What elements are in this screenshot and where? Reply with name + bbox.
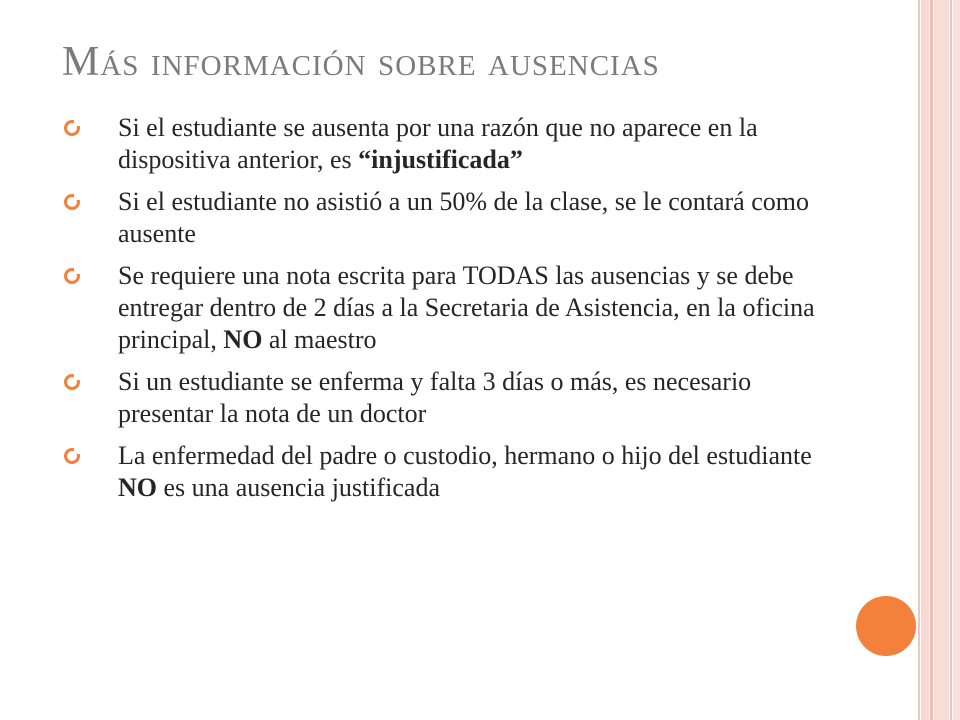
border-stripe [953, 0, 960, 720]
bullet-text: Si el estudiante no asistió a un 50% de la clase, se le contará como ausente [118, 187, 809, 248]
bullet-item [64, 260, 844, 356]
title-rest: ás información sobre ausencias [100, 39, 660, 85]
bullet-ring-icon [64, 448, 80, 464]
border-stripe [934, 0, 949, 720]
decorative-circle [856, 596, 916, 656]
bullet-text: Se requiere una nota escrita para TODAS las ausencias y se debe entregar dentro de 2 días a la Secretaria de Asistencia, en la oficina principal, [118, 261, 815, 354]
bullet-ring-icon [64, 120, 80, 136]
bullet-item [64, 112, 844, 176]
bullet-text-bold: NO [223, 325, 263, 354]
title-initial: M [62, 39, 101, 85]
bullet-text: es una ausencia justificada [157, 473, 440, 502]
bullet-item [64, 440, 844, 504]
bullet-ring-icon [64, 194, 80, 210]
bullet-text-bold: “injustificada” [358, 145, 523, 174]
border-stripe [918, 0, 920, 720]
bullet-list [64, 112, 844, 514]
border-stripe [950, 0, 952, 720]
bullet-text: al maestro [262, 325, 377, 354]
slide-title [62, 38, 902, 86]
bullet-text-bold: NO [118, 473, 157, 502]
bullet-item [64, 366, 844, 430]
bullet-text: La enfermedad del padre o custodio, hermano o hijo del estudiante [118, 441, 812, 470]
bullet-text: Si un estudiante se enferma y falta 3 días o más, es necesario presentar la nota de un doctor [118, 367, 752, 428]
bullet-ring-icon [64, 268, 80, 284]
border-stripe [930, 0, 933, 720]
bullet-text: Si el estudiante se ausenta por una razón que no aparece en la dispositiva anterior, es [118, 113, 758, 174]
border-stripe [921, 0, 929, 720]
bullet-item [64, 186, 844, 250]
bullet-ring-icon [64, 374, 80, 390]
